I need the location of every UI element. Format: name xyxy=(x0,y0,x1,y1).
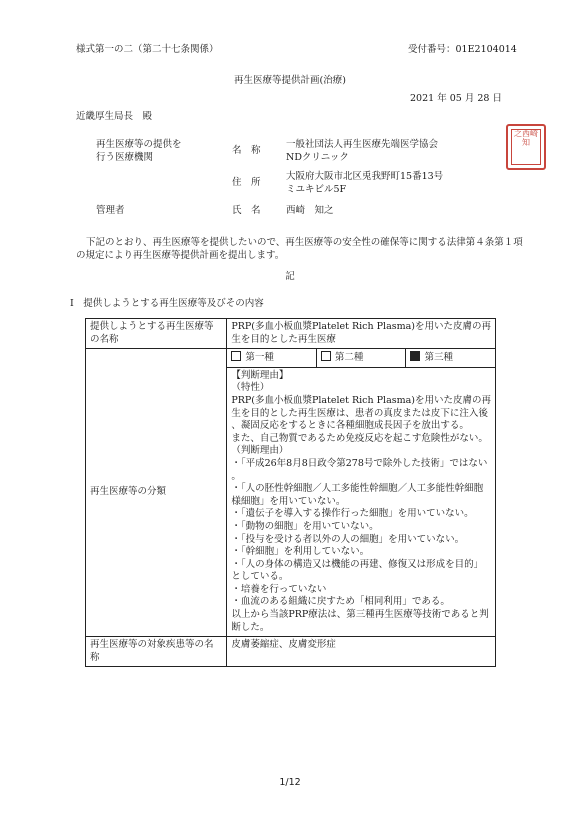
reason-line: 様細胞」を用いていない。 xyxy=(231,495,346,507)
reason-line: 、凝固反応をするときに各種細胞成長因子を放出する。 xyxy=(231,420,469,432)
page-title: 再生医療等提供計画(治療) xyxy=(234,75,346,86)
addressee: 近畿厚生局長 殿 xyxy=(76,111,153,122)
check-type-2[interactable] xyxy=(317,349,407,367)
reason-line: ・血流のある組織に戻すため「相同利用」である。 xyxy=(231,596,450,608)
manager-label: 管理者 xyxy=(96,205,125,216)
reason-line: ・「遺伝子を導入する操作行った細胞」を用いていない。 xyxy=(231,508,474,520)
submission-date: 2021 年 05 月 28 日 xyxy=(410,93,502,104)
reason-line: PRP(多血小板血漿Platelet Rich Plasma)を用いた皮膚の再 xyxy=(231,394,491,406)
reason-line: ・「人の胚性幹細胞／人工多能性幹細胞／人工多能性幹細胞 xyxy=(231,483,484,495)
disease-label: 再生医療等の対象疾患等の名称 xyxy=(90,639,214,663)
intro-line-2: の規定により再生医療等提供計画を提出します。 xyxy=(76,250,285,261)
reason-line: ・「投与を受ける者以外の人の細胞」を用いていない。 xyxy=(231,533,465,545)
check-type-1-label: 第一種 xyxy=(245,352,274,364)
reason-line: ・「幹細胞」を利用していない。 xyxy=(231,546,370,558)
seal-lettering: 之西崎知 xyxy=(514,129,538,147)
check-type-1[interactable] xyxy=(227,349,317,367)
reason-line: 以上から当該PRP療法は、第三種再生医療等技術であると判 xyxy=(231,609,489,621)
reason-line: ・「平成26年8月8日政令第278号で除外した技術」ではない xyxy=(231,457,488,469)
address-line-2: ミユキビル5F xyxy=(286,184,347,195)
manager-name: 西崎 知之 xyxy=(286,205,334,216)
table-row-classification xyxy=(86,349,496,637)
institution-name-2: NDクリニック xyxy=(286,152,349,163)
classification-checkboxes xyxy=(227,349,495,368)
classification-reason xyxy=(227,368,495,636)
section-heading: Ⅰ 提供しようとする再生医療等及びその内容 xyxy=(70,298,264,309)
disease-value: 皮膚萎縮症、皮膚変形症 xyxy=(231,639,336,651)
disease-label-cell xyxy=(86,637,227,667)
receipt-number: 受付番号：01E2104014 xyxy=(408,44,517,55)
name-label: 提供しようとする再生医療等の名称 xyxy=(90,321,214,345)
institution-name-1: 一般社団法人再生医療先端医学協会 xyxy=(286,139,439,150)
checkbox-type-1[interactable] xyxy=(231,351,241,361)
reason-line: 生を目的とした再生医療は、患者の真皮または皮下に注入後 xyxy=(231,407,488,419)
name-value-cell xyxy=(227,319,496,349)
classification-label: 再生医療等の分類 xyxy=(90,486,167,498)
address-key: 住 所 xyxy=(232,177,261,188)
official-seal-stamp xyxy=(506,124,546,170)
reason-line: ・「動物の細胞」を用いていない。 xyxy=(231,520,379,532)
check-type-3[interactable] xyxy=(406,349,495,367)
reason-line: ・培養を行っていない xyxy=(231,583,327,595)
classification-label-cell xyxy=(86,349,227,637)
plan-table xyxy=(85,318,496,667)
classification-value-cell xyxy=(227,349,496,637)
check-type-2-label: 第二種 xyxy=(334,352,364,364)
table-row-name xyxy=(86,319,496,349)
address-line-1: 大阪府大阪市北区兎我野町15番13号 xyxy=(286,171,444,182)
provider-section-label-2: 行う医療機関 xyxy=(96,152,154,163)
page-number: 1/12 xyxy=(279,777,301,788)
treatment-name-2: 生を目的とした再生医療 xyxy=(231,333,336,345)
ki-marker: 記 xyxy=(285,271,295,282)
reason-line: 。 xyxy=(231,470,241,482)
check-type-3-label: 第三種 xyxy=(424,352,453,364)
name-key: 名 称 xyxy=(232,145,261,156)
reason-line: 【判断理由】 xyxy=(231,369,289,381)
manager-name-key: 氏 名 xyxy=(232,205,261,216)
reason-line: ・「人の身体の構造又は機能の再建、修復又は形成を目的」 xyxy=(231,558,484,570)
checkbox-type-3[interactable] xyxy=(410,351,420,361)
checkbox-type-2[interactable] xyxy=(321,351,331,361)
name-label-cell xyxy=(86,319,227,349)
reason-line: としている。 xyxy=(231,571,289,583)
intro-line-1: 下記のとおり、再生医療等を提供したいので、再生医療等の安全性の確保等に関する法律第４条第１項 xyxy=(86,237,523,248)
reason-line: （特性） xyxy=(231,382,270,394)
treatment-name-1: PRP(多血小板血漿Platelet Rich Plasma)を用いた皮膚の再 xyxy=(231,321,491,332)
reason-line: 断した。 xyxy=(231,621,270,633)
provider-section-label-1: 再生医療等の提供を xyxy=(96,139,182,150)
form-number: 様式第一の二（第二十七条関係） xyxy=(76,44,219,55)
disease-value-cell xyxy=(227,637,496,667)
reason-line: また、自己物質であるため免疫反応を起こす危険性がない。 xyxy=(231,432,488,444)
reason-line: （判断理由） xyxy=(231,445,289,457)
table-row-disease xyxy=(86,637,496,667)
